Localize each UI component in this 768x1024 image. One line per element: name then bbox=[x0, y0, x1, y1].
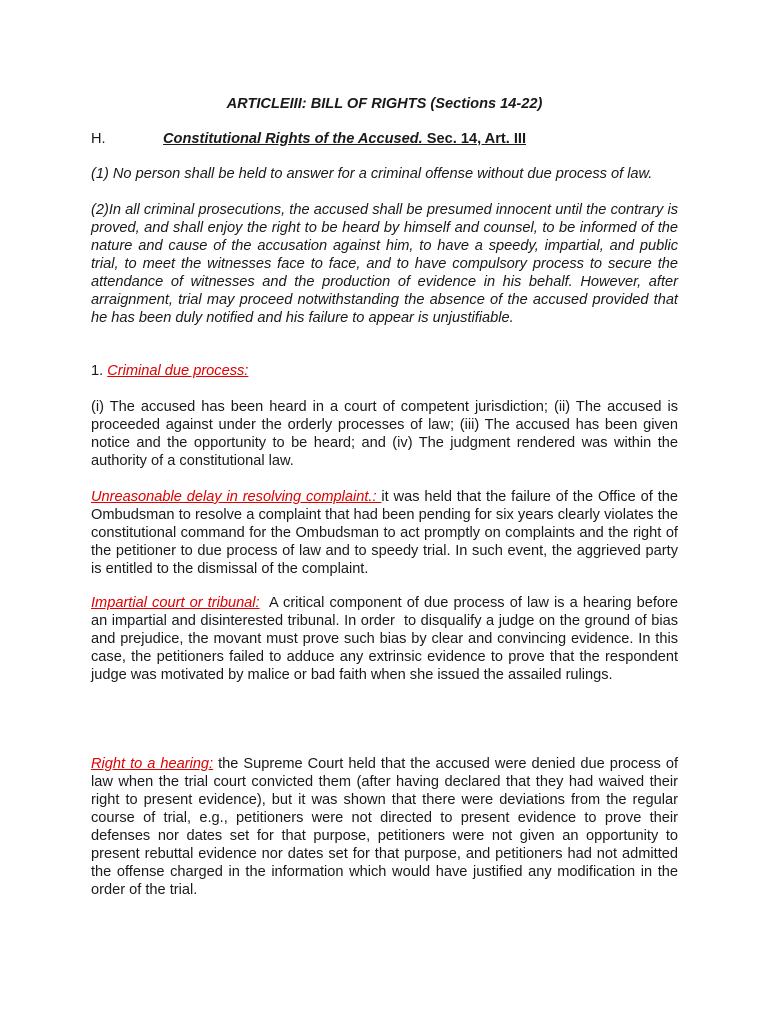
section-heading bbox=[91, 130, 678, 148]
heading-title-rest: Sec. 14, Art. III bbox=[422, 131, 527, 147]
impartial-text: A critical component of due process of law is a hearing before an impartial and disinterested tribunal. In order to disqualify a judge on the ground of bias and prejudice, the movant must prove such bias by clear and convincing evidence. In this case, the petitioners failed to adduce any extrinsic evidence to prove that the respondent judge was motivated by malice or bad faith when she issued the assailed rulings. bbox=[91, 595, 683, 683]
delay-text: it was held that the failure of the Office of the Ombudsman to resolve a complaint that had been pending for six years clearly violates the constitutional command for the Ombudsman to act promptly on complaints and the right of the petitioner to due process of law and to speedy trial. In such event, the aggrieved party is entitled to the dismissal of the complaint. bbox=[91, 489, 678, 577]
heading-title bbox=[163, 131, 526, 147]
document-title: ARTICLEIII: BILL OF RIGHTS (Sections 14-22) bbox=[226, 96, 543, 112]
requisites-paragraph: (i) The accused has been heard in a court of competent jurisdiction; (ii) The accused is proceeded against under the orderly processes of law; (iii) The accused has been given notice and the opportunity to be heard; and (iv) The judgment rendered was within the authority of a constitutional law. bbox=[91, 399, 678, 469]
hearing-label: Right to a hearing: bbox=[91, 756, 214, 772]
impartial-label: Impartial court or tribunal: bbox=[91, 595, 260, 611]
heading-title-italic: Constitutional Rights of the Accused. bbox=[163, 131, 423, 147]
item-1-number: 1. bbox=[91, 363, 108, 379]
item-1-heading bbox=[91, 362, 678, 380]
document-page bbox=[91, 0, 683, 1024]
item-1-label: Criminal due process: bbox=[107, 363, 249, 379]
hearing-paragraph bbox=[91, 755, 678, 899]
delay-paragraph bbox=[91, 488, 678, 578]
delay-label: Unreasonable delay in resolving complaint.: bbox=[91, 489, 382, 505]
impartial-paragraph bbox=[91, 594, 683, 684]
clause-1: (1) No person shall be held to answer for a criminal offense without due process of law. bbox=[91, 166, 653, 182]
clause-2: (2)In all criminal prosecutions, the accused shall be presumed innocent until the contrary is proved, and shall enjoy the right to be heard by himself and counsel, to be informed of the nature and cause of the accusation against him, to have a speedy, impartial, and public trial, to meet the witnesses face to face, and to have compulsory process to secure the attendance of witnesses and the production of evidence in his behalf. However, after arraignment, trial may proceed notwithstanding the absence of the accused provided that he has been duly notified and his failure to appear is unjustifiable. bbox=[91, 202, 678, 326]
hearing-text: the Supreme Court held that the accused were denied due process of law when the trial court convicted them (after having declared that they had waived their right to present evidence), but it was shown that there were deviations from the regular course of trial, e.g., petitioners were not directed to present evidence to prove their defenses nor dates set for that purpose, petitioners were not given an opportunity to present rebuttal evidence nor dates set for that purpose, and petitioners had not admitted the offense charged in the information which would have justified any modification in the order of the trial. bbox=[91, 756, 678, 898]
heading-letter: H. bbox=[91, 131, 106, 147]
